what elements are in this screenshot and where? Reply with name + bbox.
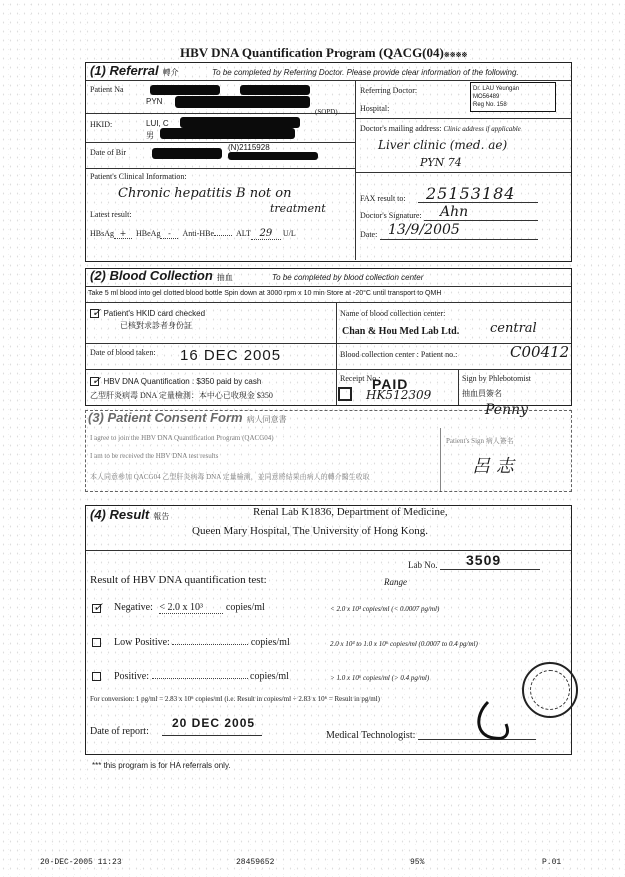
negative-range: < 2.0 x 10³ copies/ml (< 0.0007 pg/ml) xyxy=(330,605,440,613)
section2-heading: (2) Blood Collection 抽血 xyxy=(90,268,233,283)
form-title: HBV DNA Quantification Program (QACG(04)※※※※ xyxy=(180,45,468,60)
low-positive-row: Low Positive: copies/ml xyxy=(114,637,290,648)
receipt-number: HK512309 xyxy=(366,388,432,402)
hkid-checked-checkbox[interactable]: ✓ Patient's HKID card checked xyxy=(92,306,206,319)
fax-number: 25153184 xyxy=(426,184,516,203)
phlebotomist-signature: Penny xyxy=(485,402,529,418)
section1-instruction: To be completed by Referring Doctor. Please provide clear information of the following. xyxy=(212,68,519,77)
hkid-label: HKID: xyxy=(90,120,113,129)
section1-heading: (1) Referral 轉介 xyxy=(90,63,179,78)
quantification-paid-checkbox[interactable]: ✓ HBV DNA Quantification : $350 paid by cash xyxy=(92,374,262,387)
referring-doctor-label: Referring Doctor: xyxy=(360,86,418,95)
positive-range: > 1.0 x 10⁶ copies/ml (> 0.4 pg/ml) xyxy=(330,674,430,682)
fax-footer-number: 28459652 xyxy=(236,858,275,867)
dob-value: (N)2115928 xyxy=(228,143,270,152)
lab-title: Renal Lab K1836, Department of Medicine, xyxy=(253,506,448,518)
doctor-stamp: Dr. LAU Yeungan MO56489 Reg No. 158 xyxy=(470,82,556,112)
dob-label: Date of Bir xyxy=(90,148,126,157)
blood-instructions: Take 5 ml blood into gel clotted blood bottle Spin down at 3000 rpm x 10 min Store at -20°C until transport to QMH xyxy=(88,290,442,297)
university-seal xyxy=(522,662,578,718)
fax-footer-date: 20-DEC-2005 11:23 xyxy=(40,858,122,867)
hospital-label: Hospital: xyxy=(360,104,390,113)
lab-title-2: Queen Mary Hospital, The University of Hong Kong. xyxy=(192,525,428,537)
center-patient-no-value: C00412 xyxy=(510,343,570,361)
medical-technologist-label: Medical Technologist: xyxy=(326,730,416,741)
mailing-address-label: Doctor's mailing address: Clinic address if applicable xyxy=(360,124,521,133)
mailing-address-handwriting: Liver clinic (med. ae) xyxy=(378,138,508,152)
fax-footer-page: P.01 xyxy=(542,858,562,867)
doctor-signature-label: Doctor's Signature: xyxy=(360,211,422,220)
low-positive-checkbox[interactable] xyxy=(92,637,101,648)
section3-heading: (3) Patient Consent Form 病人同意書 xyxy=(88,410,287,425)
date-blood-taken-label: Date of blood taken: xyxy=(90,348,156,357)
positive-checkbox[interactable] xyxy=(92,671,101,682)
section4-heading: (4) Result 報告 xyxy=(90,507,170,522)
clinical-info-handwriting: Chronic hepatitis B not on xyxy=(118,186,292,201)
patient-sign-label: Patient's Sign 病人簽名 xyxy=(446,437,514,445)
consent-line2: I am to be received the HBV DNA test results xyxy=(90,452,219,460)
referral-date-label: Date: xyxy=(360,230,378,239)
report-date-value: 20 DEC 2005 xyxy=(172,716,256,730)
collection-center-label: Name of blood collection center: xyxy=(340,309,446,318)
patient-signature: 呂 志 xyxy=(472,456,514,477)
negative-row: Negative: < 2.0 x 10³ copies/ml xyxy=(114,602,265,613)
referral-date: 13/9/2005 xyxy=(388,222,460,238)
paid-stamp: PAID xyxy=(372,376,409,392)
latest-result-label: Latest result: xyxy=(90,210,132,219)
patient-name-value: PYN xyxy=(146,97,163,106)
fax-result-label: FAX result to: xyxy=(360,194,406,203)
patient-name-label: Patient Na xyxy=(90,85,124,94)
collection-center-value: Chan & Hou Med Lab Ltd. xyxy=(342,326,460,337)
clinical-info-label: Patient's Clinical Information: xyxy=(90,172,187,181)
report-date-label: Date of report: xyxy=(90,726,149,737)
low-positive-range: 2.0 x 10³ to 1.0 x 10⁶ copies/ml (0.0007 to 0.4 pg/ml) xyxy=(330,640,478,648)
lab-values-row: HBsAg + HBeAg - Anti-HBe ALT 29 U/L xyxy=(90,228,296,239)
center-patient-no-label: Blood collection center : Patient no.: xyxy=(340,350,458,359)
range-label: Range xyxy=(384,577,407,587)
phlebotomist-label: Sign by Phlebotomist xyxy=(462,374,531,383)
hkid-value: LUI, C xyxy=(146,119,169,128)
consent-line3: 本人同意參加 QACG04 乙型肝炎病毒 DNA 定量檢測，並同意將結果由病人的轉介醫生收取 xyxy=(90,473,370,481)
consent-line1: I agree to join the HBV DNA Quantification Program (QACG04) xyxy=(90,434,274,442)
positive-row: Positive: copies/ml xyxy=(114,671,289,682)
negative-checkbox[interactable]: ✓ xyxy=(93,600,104,614)
result-label: Result of HBV DNA quantification test: xyxy=(90,574,267,586)
lab-no-label: Lab No. xyxy=(408,560,438,570)
ha-referral-footnote: *** this program is for HA referrals only. xyxy=(92,761,231,770)
doctor-signature: Ahn xyxy=(440,204,469,220)
conversion-note: For conversion: 1 pg/ml = 2.83 x 10⁶ copies/ml (i.e. Result in copies/ml ÷ 2.83 x 10⁶ = Result in pg/ml) xyxy=(90,695,380,703)
lab-no-value: 3509 xyxy=(466,552,502,568)
fax-footer-quality: 95% xyxy=(410,858,425,867)
receipt-label: Receipt No.: xyxy=(340,374,381,383)
date-blood-taken-value: 16 DEC 2005 xyxy=(180,347,282,364)
technologist-signature xyxy=(470,694,520,744)
